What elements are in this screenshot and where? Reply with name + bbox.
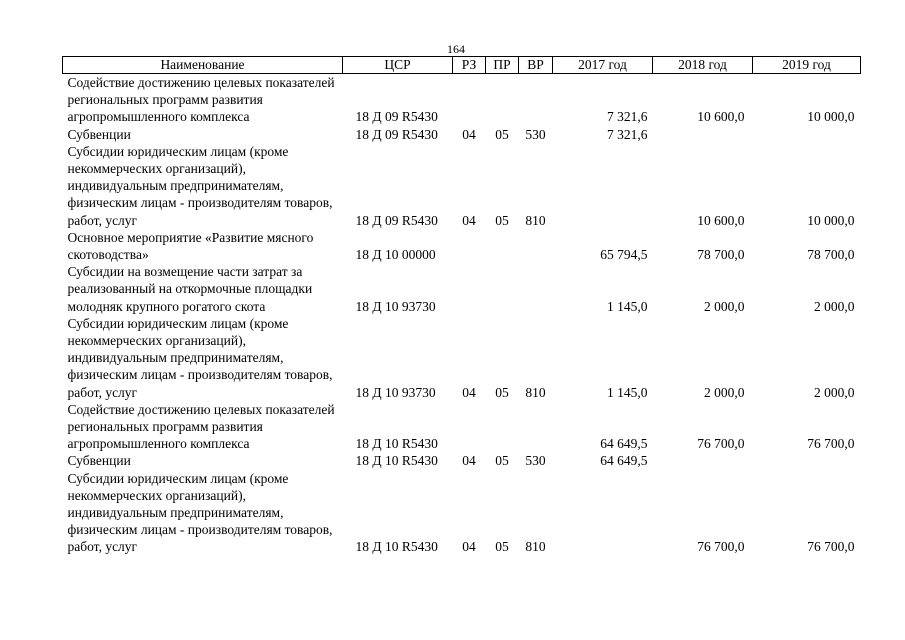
table-row [63, 263, 861, 315]
row-name: Субвенции [67, 126, 131, 142]
row-pr [486, 401, 519, 453]
header-csr: ЦСР [343, 57, 453, 74]
row-2018: 2 000,0 [704, 298, 745, 314]
row-pr [486, 74, 519, 126]
row-rz: 04 [462, 453, 476, 469]
row-2017: 1 145,0 [607, 298, 648, 314]
table-row [63, 470, 861, 556]
row-csr: 18 Д 10 R5430 [355, 453, 438, 469]
row-pr: 05 [495, 212, 509, 228]
header-name: Наименование [63, 57, 343, 74]
row-2019 [753, 126, 861, 143]
table-body [63, 74, 861, 556]
row-pr: 05 [495, 126, 509, 142]
row-2017 [553, 143, 653, 229]
row-2018: 10 600,0 [697, 109, 745, 125]
row-name: Субсидии юридическим лицам (кроме некоммерческих организаций), индивидуальным предпринимателям, физическим лицам - производителям товаров, работ, услуг [67, 143, 333, 228]
row-2017: 65 794,5 [600, 247, 648, 263]
header-2018: 2018 год [653, 57, 753, 74]
row-2019: 76 700,0 [807, 539, 855, 555]
row-pr [486, 263, 519, 315]
row-2017: 64 649,5 [600, 436, 648, 452]
table-row [63, 452, 861, 469]
row-rz [453, 263, 486, 315]
row-pr [486, 229, 519, 263]
row-csr: 18 Д 10 93730 [355, 298, 436, 314]
row-2017: 1 145,0 [607, 384, 648, 400]
row-name: Содействие достижению целевых показателей региональных программ развития агропромышленного комплекса [67, 401, 335, 452]
row-csr: 18 Д 09 R5430 [355, 126, 438, 142]
row-name: Субсидии юридическим лицам (кроме некоммерческих организаций), индивидуальным предпринимателям, физическим лицам - производителям товаров, работ, услуг [67, 470, 333, 555]
row-csr: 18 Д 10 93730 [355, 384, 436, 400]
row-csr: 18 Д 10 R5430 [355, 436, 438, 452]
row-name: Субсидии на возмещение части затрат за реализованный на откормочные площадки молодняк крупного рогатого скота [67, 264, 313, 314]
row-vr [519, 74, 553, 126]
row-rz [453, 229, 486, 263]
row-csr: 18 Д 10 00000 [355, 247, 436, 263]
row-csr: 18 Д 09 R5430 [355, 212, 438, 228]
row-rz: 04 [462, 384, 476, 400]
row-2019: 10 000,0 [807, 109, 855, 125]
row-pr: 05 [495, 453, 509, 469]
header-vr: ВР [519, 57, 553, 74]
row-rz: 04 [462, 212, 476, 228]
table-row [63, 74, 861, 126]
row-vr: 530 [525, 453, 546, 469]
header-2017: 2017 год [553, 57, 653, 74]
row-2018 [653, 452, 753, 469]
row-2018: 76 700,0 [697, 539, 745, 555]
row-name: Содействие достижению целевых показателей региональных программ развития агропромышленного комплекса [67, 75, 335, 125]
header-2019: 2019 год [753, 57, 861, 74]
row-rz [453, 74, 486, 126]
row-2017: 64 649,5 [600, 453, 648, 469]
row-2018: 10 600,0 [697, 212, 745, 228]
row-vr [519, 229, 553, 263]
row-rz: 04 [462, 539, 476, 555]
row-vr: 530 [525, 126, 546, 142]
row-2019: 2 000,0 [814, 298, 855, 314]
row-vr: 810 [525, 384, 546, 400]
row-2019: 2 000,0 [814, 384, 855, 400]
row-vr [519, 401, 553, 453]
table-row [63, 143, 861, 229]
row-name: Субвенции [67, 453, 131, 469]
row-2018: 78 700,0 [697, 247, 745, 263]
table-row [63, 401, 861, 453]
row-csr: 18 Д 10 R5430 [355, 539, 438, 555]
row-rz: 04 [462, 126, 476, 142]
row-name: Субсидии юридическим лицам (кроме некоммерческих организаций), индивидуальным предпринимателям, физическим лицам - производителям товаров, работ, услуг [67, 315, 333, 400]
budget-table [62, 56, 861, 556]
row-pr: 05 [495, 539, 509, 555]
row-2017 [553, 470, 653, 556]
row-rz [453, 401, 486, 453]
row-vr: 810 [525, 212, 546, 228]
table-row [63, 315, 861, 401]
header-pr: ПР [486, 57, 519, 74]
row-pr: 05 [495, 384, 509, 400]
row-2019 [753, 452, 861, 469]
row-2019: 76 700,0 [807, 436, 855, 452]
row-2018: 76 700,0 [697, 436, 745, 452]
row-2018 [653, 126, 753, 143]
row-vr: 810 [525, 539, 546, 555]
row-2018: 2 000,0 [704, 384, 745, 400]
row-2019: 10 000,0 [807, 212, 855, 228]
row-name: Основное мероприятие «Развитие мясного скотоводства» [67, 229, 314, 263]
header-rz: РЗ [453, 57, 486, 74]
table-header-row [63, 57, 861, 74]
row-2017: 7 321,6 [607, 126, 648, 142]
page-number: 164 [447, 42, 465, 56]
row-2017: 7 321,6 [607, 109, 648, 125]
table-row [63, 126, 861, 143]
row-vr [519, 263, 553, 315]
row-csr: 18 Д 09 R5430 [355, 109, 438, 125]
table-row [63, 229, 861, 263]
row-2019: 78 700,0 [807, 247, 855, 263]
